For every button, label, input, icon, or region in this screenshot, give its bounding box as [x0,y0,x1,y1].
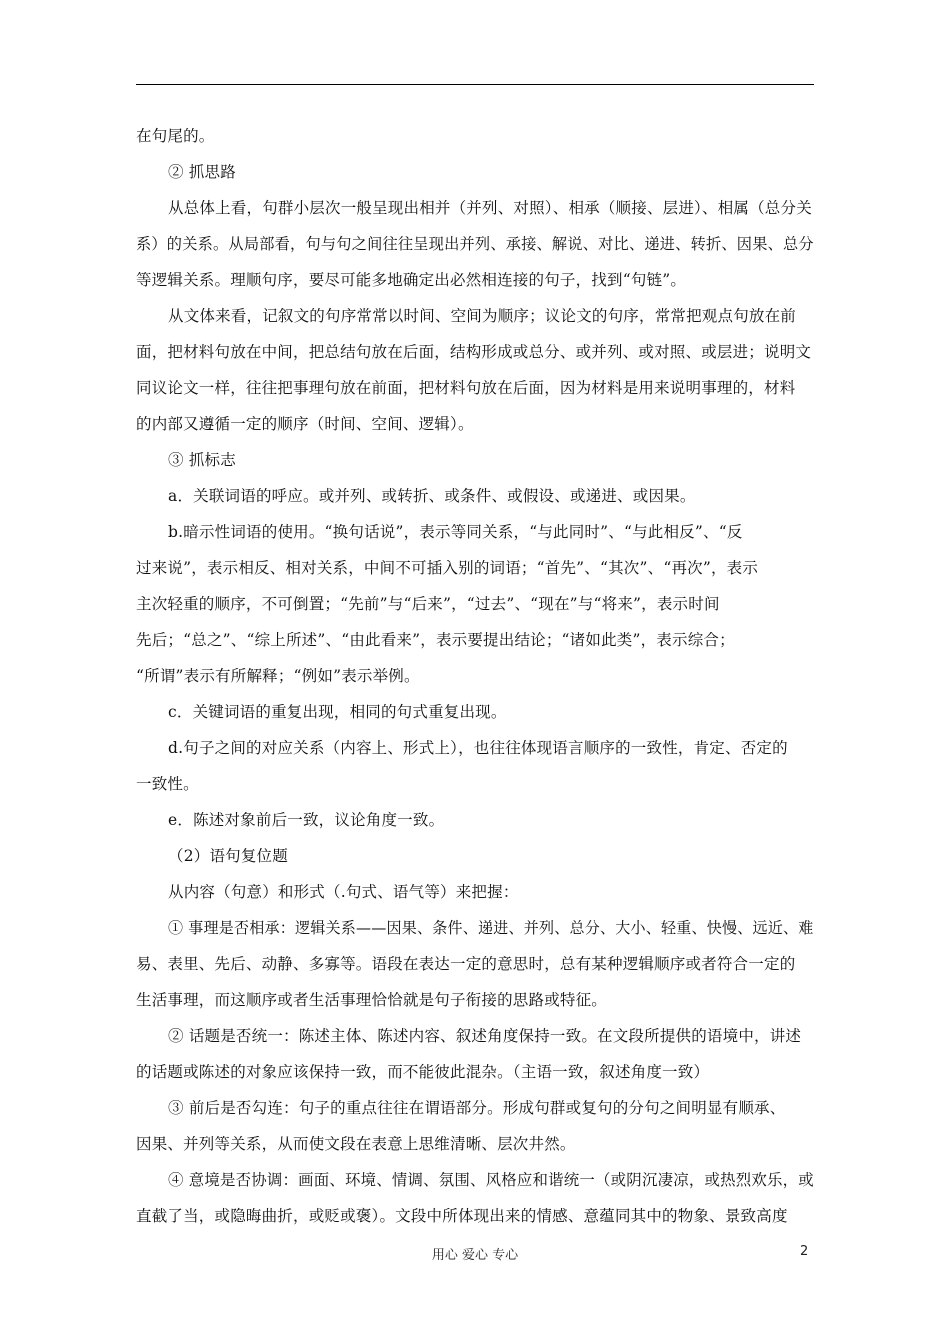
text-line: 等逻辑关系。理顺句序，要尽可能多地确定出必然相连接的句子，找到“句链”。 [136,271,687,289]
text-line: ① 事理是否相承：逻辑关系——因果、条件、递进、并列、总分、大小、轻重、快慢、远近、难 [168,919,814,937]
page-number: 2 [800,1244,809,1259]
text-line: 系）的关系。从局部看，句与句之间往往呈现出并列、承接、解说、对比、递进、转折、因果、总分 [136,235,814,253]
text-line: 从内容（句意）和形式（.句式、语气等）来把握： [168,883,519,901]
text-line: a．关联词语的呼应。或并列、或转折、或条件、或假设、或递进、或因果。 [168,487,696,505]
text-line: 生活事理，而这顺序或者生活事理恰恰就是句子衔接的思路或特征。 [136,991,608,1009]
text-line: 的话题或陈述的对象应该保持一致，而不能彼此混杂。（主语一致，叙述角度一致） [136,1063,710,1081]
text-line: ③ 抓标志 [168,451,236,469]
text-line: d.句子之间的对应关系（内容上、形式上），也往往体现语言顺序的一致性，肯定、否定的 [168,739,788,757]
document-body [136,118,814,1234]
text-line: ③ 前后是否勾连：句子的重点往往在谓语部分。形成句群或复句的分句之间明显有顺承、 [168,1099,786,1117]
text-line: ② 话题是否统一：陈述主体、陈述内容、叙述角度保持一致。在文段所提供的语境中，讲述 [168,1027,802,1045]
text-line: 主次轻重的顺序，不可倒置；“先前”与“后来”，“过去”、“现在”与“将来”，表示时间 [136,595,720,613]
header-rule [136,84,814,85]
text-line: 一致性。 [136,775,199,793]
text-line: 在句尾的。 [136,127,215,145]
text-line: 先后；“总之”、“综上所述”、“由此看来”，表示要提出结论；“诸如此类”，表示综合； [136,631,735,649]
text-line: b.暗示性词语的使用。“换句话说”，表示等同关系，“与此同时”、“与此相反”、“反 [168,523,743,541]
text-line: 从文体来看，记叙文的句序常常以时间、空间为顺序；议论文的句序，常常把观点句放在前 [168,307,797,325]
text-line: 易、表里、先后、动静、多寡等。语段在表达一定的意思时，总有某种逻辑顺序或者符合一定的 [136,955,796,973]
text-line: 过来说”，表示相反、相对关系，中间不可插入别的词语；“首先”、“其次”、“再次”，表示 [136,559,759,577]
text-line: 的内部又遵循一定的顺序（时间、空间、逻辑）。 [136,415,474,433]
text-line: e．陈述对象前后一致，议论角度一致。 [168,811,445,829]
footer-text: 用心 爱心 专心 [431,1248,519,1263]
text-line: 因果、并列等关系，从而使文段在表意上思维清晰、层次井然。 [136,1135,576,1153]
text-line: 直截了当，或隐晦曲折，或贬或褒）。文段中所体现出来的情感、意蕴同其中的物象、景致高度 [136,1207,788,1225]
text-line: 从总体上看，句群小层次一般呈现出相并（并列、对照）、相承（顺接、层进）、相属（总分关 [168,199,812,217]
text-line: 同议论文一样，往往把事理句放在前面，把材料句放在后面，因为材料是用来说明事理的，材料 [136,379,796,397]
text-line: c．关键词语的重复出现，相同的句式重复出现。 [168,703,507,721]
text-line: 面，把材料句放在中间，把总结句放在后面，结构形成或总分、或并列、或对照、或层进；说明文 [136,343,812,361]
text-line: ④ 意境是否协调：画面、环境、情调、氛围、风格应和谐统一（或阴沉凄凉，或热烈欢乐，或 [168,1171,814,1189]
text-line: ② 抓思路 [168,163,236,181]
text-line: “所谓”表示有所解释；“例如”表示举例。 [136,667,420,685]
text-line: （2）语句复位题 [168,847,288,865]
